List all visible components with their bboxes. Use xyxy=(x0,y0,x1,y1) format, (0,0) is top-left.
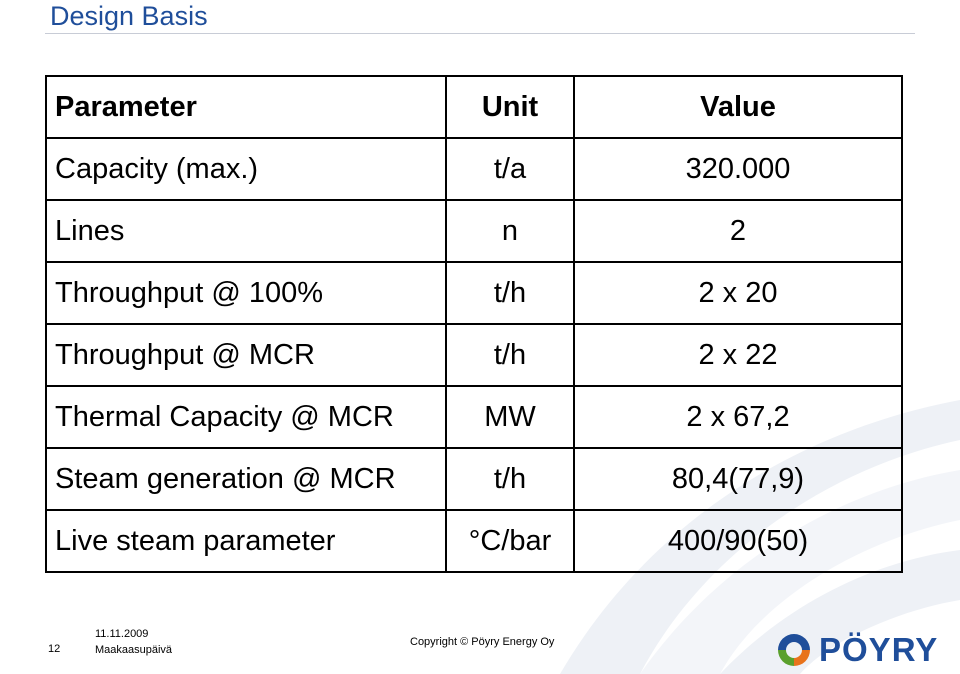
cell-unit: MW xyxy=(446,386,574,448)
cell-parameter: Steam generation @ MCR xyxy=(46,448,446,510)
cell-value: 2 xyxy=(574,200,902,262)
footer-date: 11.11.2009 xyxy=(95,628,149,640)
table-row xyxy=(46,510,902,572)
cell-value: 2 x 67,2 xyxy=(574,386,902,448)
cell-value: 320.000 xyxy=(574,138,902,200)
table-row xyxy=(46,200,902,262)
cell-value: 80,4(77,9) xyxy=(574,448,902,510)
cell-unit: °C/bar xyxy=(446,510,574,572)
table-row xyxy=(46,448,902,510)
poyry-logo xyxy=(775,630,955,670)
cell-unit: t/h xyxy=(446,448,574,510)
footer-copyright: Copyright © Pöyry Energy Oy xyxy=(410,636,555,648)
design-basis-table xyxy=(45,75,903,573)
cell-parameter: Lines xyxy=(46,200,446,262)
table-row xyxy=(46,138,902,200)
table-row xyxy=(46,386,902,448)
cell-unit: t/h xyxy=(446,324,574,386)
slide-title: Design Basis xyxy=(50,1,208,31)
poyry-logo-icon xyxy=(775,632,813,668)
page-number: 12 xyxy=(48,643,61,655)
cell-unit: n xyxy=(446,200,574,262)
header-unit: Unit xyxy=(446,76,574,138)
cell-parameter: Live steam parameter xyxy=(46,510,446,572)
cell-value: 2 x 22 xyxy=(574,324,902,386)
cell-parameter: Capacity (max.) xyxy=(46,138,446,200)
cell-parameter: Thermal Capacity @ MCR xyxy=(46,386,446,448)
cell-unit: t/h xyxy=(446,262,574,324)
poyry-logo-text: PÖYRY xyxy=(819,631,939,668)
cell-parameter: Throughput @ 100% xyxy=(46,262,446,324)
table-row xyxy=(46,324,902,386)
header-parameter: Parameter xyxy=(46,76,446,138)
table-header-row xyxy=(46,76,902,138)
cell-value: 2 x 20 xyxy=(574,262,902,324)
footer-event: Maakaasupäivä xyxy=(95,644,173,656)
cell-value: 400/90(50) xyxy=(574,510,902,572)
header-value: Value xyxy=(574,76,902,138)
cell-unit: t/a xyxy=(446,138,574,200)
table-row xyxy=(46,262,902,324)
title-divider xyxy=(45,33,915,34)
cell-parameter: Throughput @ MCR xyxy=(46,324,446,386)
